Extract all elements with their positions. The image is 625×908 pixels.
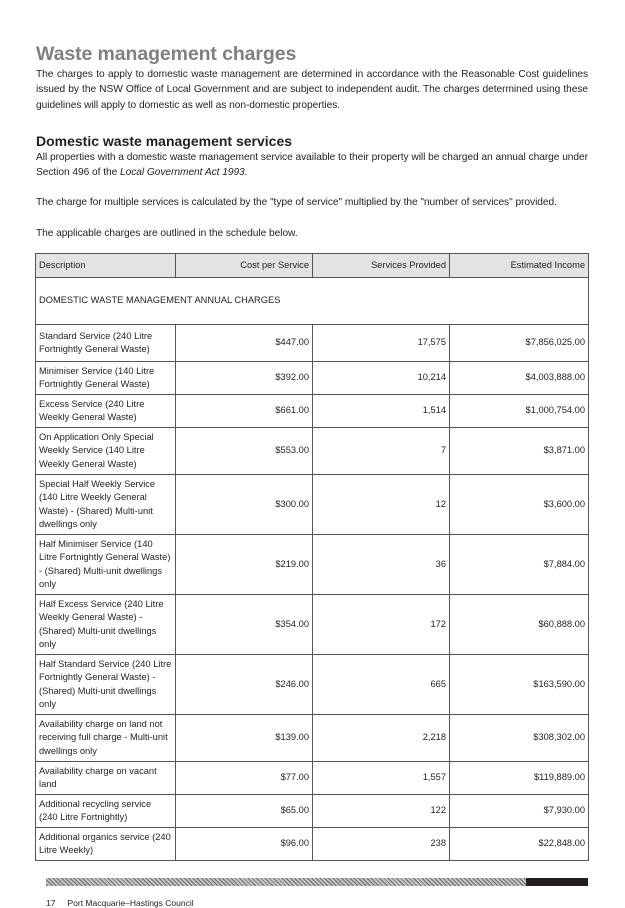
header-description: Description — [36, 254, 176, 278]
council-name: Port Macquarie–Hastings Council — [67, 898, 194, 908]
row-income: $22,848.00 — [450, 828, 589, 861]
multiple-services-paragraph: The charge for multiple services is calculated by the "type of service" multiplied by the "number of services" provided. — [36, 197, 557, 209]
row-income: $1,000,754.00 — [450, 395, 589, 428]
annual-charge-text: All properties with a domestic waste management service available to their property will be charged an annual charge under Section 496 of the — [36, 151, 588, 179]
row-services: 665 — [313, 655, 450, 715]
table-row — [36, 362, 589, 395]
row-services: 1,557 — [313, 762, 450, 795]
row-description: Minimiser Service (140 Litre Fortnightly General Waste) — [36, 362, 176, 395]
page-content — [36, 42, 588, 241]
intro-paragraph: The charges to apply to domestic waste management are determined in accordance with the Reasonable Cost guidelines issued by the NSW Office of Local Government and are subject to independent audit. The charges determined using these guidelines will apply to domestic as well as non-domestic properties. — [36, 69, 588, 111]
table-row — [36, 395, 589, 428]
header-services: Services Provided — [313, 254, 450, 278]
table-row — [36, 655, 589, 715]
footer — [46, 898, 194, 908]
row-services: 122 — [313, 795, 450, 828]
row-cost: $661.00 — [176, 395, 313, 428]
row-services: 1,514 — [313, 395, 450, 428]
row-income: $7,856,025.00 — [450, 325, 589, 362]
section-heading: Domestic waste management services — [36, 132, 293, 149]
page-number: 17 — [46, 898, 56, 908]
row-services: 10,214 — [313, 362, 450, 395]
act-citation: Local Government Act 1993 — [120, 167, 245, 179]
row-cost: $392.00 — [176, 362, 313, 395]
row-description: Special Half Weekly Service (140 Litre Weekly General Waste) - (Shared) Multi-unit dwellings only — [36, 475, 176, 535]
row-income: $4,003,888.00 — [450, 362, 589, 395]
page-title: Waste management charges — [36, 43, 297, 65]
row-cost: $246.00 — [176, 655, 313, 715]
row-cost: $354.00 — [176, 595, 313, 655]
table-row — [36, 828, 589, 861]
row-income: $163,590.00 — [450, 655, 589, 715]
row-services: 2,218 — [313, 715, 450, 762]
table-row — [36, 595, 589, 655]
charges-table — [35, 253, 589, 861]
row-cost: $77.00 — [176, 762, 313, 795]
row-income: $7,884.00 — [450, 535, 589, 595]
row-services: 7 — [313, 428, 450, 475]
row-cost: $447.00 — [176, 325, 313, 362]
schedule-intro-paragraph: The applicable charges are outlined in the schedule below. — [36, 227, 298, 239]
row-cost: $139.00 — [176, 715, 313, 762]
row-income: $60,888.00 — [450, 595, 589, 655]
table-row — [36, 762, 589, 795]
row-description: Half Minimiser Service (140 Litre Fortnightly General Waste) - (Shared) Multi-unit dwellings only — [36, 535, 176, 595]
table-row — [36, 428, 589, 475]
annual-charge-end: . — [244, 167, 248, 179]
row-cost: $219.00 — [176, 535, 313, 595]
header-income: Estimated Income — [450, 254, 589, 278]
annual-charge-paragraph — [36, 150, 588, 181]
section-title: DOMESTIC WASTE MANAGEMENT ANNUAL CHARGES — [36, 278, 589, 325]
table-row — [36, 795, 589, 828]
row-services: 238 — [313, 828, 450, 861]
row-description: Standard Service (240 Litre Fortnightly General Waste) — [36, 325, 176, 362]
row-income: $308,302.00 — [450, 715, 589, 762]
row-services: 36 — [313, 535, 450, 595]
row-cost: $553.00 — [176, 428, 313, 475]
row-services: 12 — [313, 475, 450, 535]
row-description: Availability charge on land not receiving full charge - Multi-unit dwellings only — [36, 715, 176, 762]
row-income: $3,600.00 — [450, 475, 589, 535]
row-description: Additional organics service (240 Litre Weekly) — [36, 828, 176, 861]
table-row — [36, 715, 589, 762]
row-services: 172 — [313, 595, 450, 655]
table-section-row — [36, 278, 589, 325]
row-services: 17,575 — [313, 325, 450, 362]
header-cost: Cost per Service — [176, 254, 313, 278]
row-description: Additional recycling service (240 Litre Fortnightly) — [36, 795, 176, 828]
table-row — [36, 475, 589, 535]
footer-bar — [46, 878, 588, 886]
row-cost: $96.00 — [176, 828, 313, 861]
row-income: $119,889.00 — [450, 762, 589, 795]
row-description: Half Standard Service (240 Litre Fortnightly General Waste) - (Shared) Multi-unit dwellings only — [36, 655, 176, 715]
row-cost: $65.00 — [176, 795, 313, 828]
row-income: $3,871.00 — [450, 428, 589, 475]
row-description: On Application Only Special Weekly Service (140 Litre Weekly General Waste) — [36, 428, 176, 475]
row-income: $7,930.00 — [450, 795, 589, 828]
row-cost: $300.00 — [176, 475, 313, 535]
table-row — [36, 325, 589, 362]
table-row — [36, 535, 589, 595]
table-header-row — [36, 254, 589, 278]
footer-bar-accent — [526, 878, 588, 886]
row-description: Excess Service (240 Litre Weekly General Waste) — [36, 395, 176, 428]
row-description: Half Excess Service (240 Litre Weekly General Waste) - (Shared) Multi-unit dwellings only — [36, 595, 176, 655]
row-description: Availability charge on vacant land — [36, 762, 176, 795]
